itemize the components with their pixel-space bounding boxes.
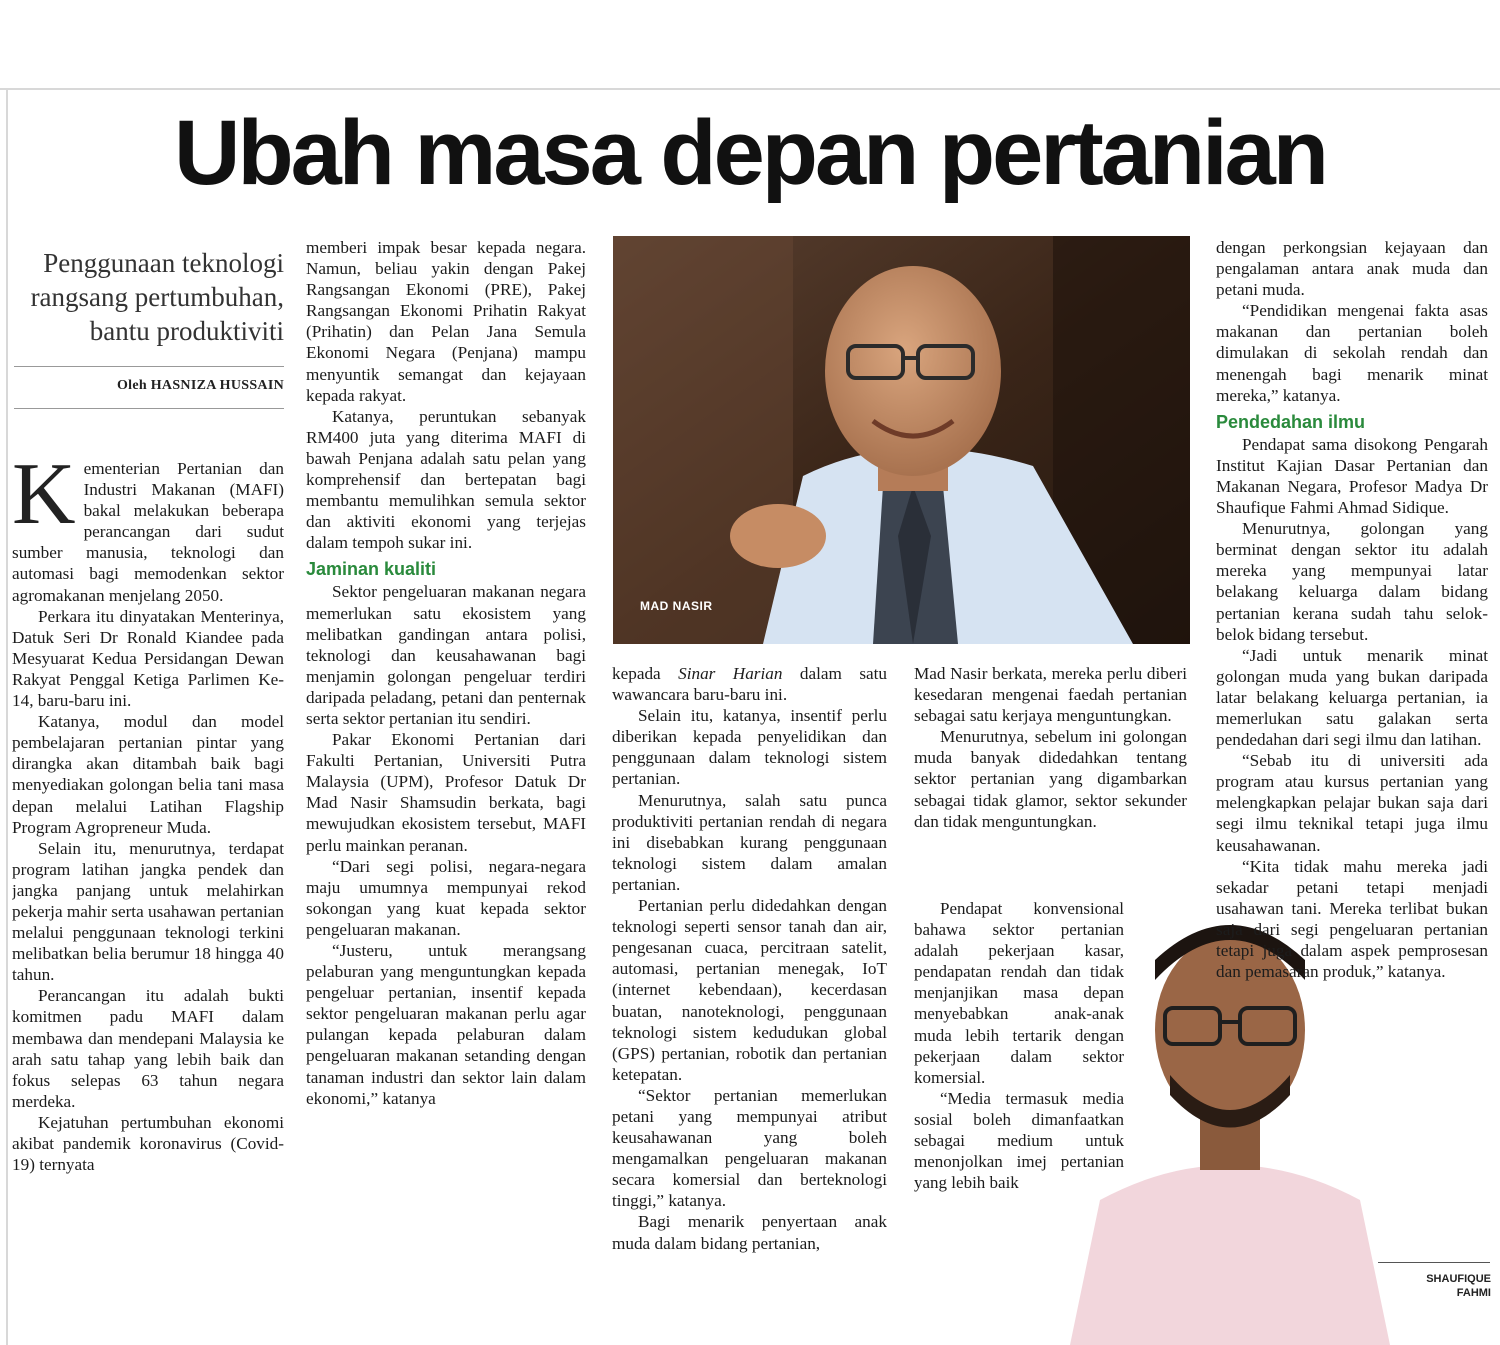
byline-name: HASNIZA HUSSAIN bbox=[150, 378, 284, 393]
deck-divider bbox=[14, 366, 284, 367]
paragraph: “Dari segi polisi, negara-negara maju umumnya mempunyai rekod sokongan yang kuat kepada sektor pengeluaran makanan. bbox=[306, 856, 586, 939]
deck: Penggunaan teknologi rangsang pertumbuhan, bantu produktiviti bbox=[30, 248, 284, 346]
paragraph: “Jadi untuk menarik minat golongan muda yang bukan daripada latar belakang keluarga pertanian, ia memerlukan satu galakan serta pendedahan dari segi ilmu dan latihan. bbox=[1216, 645, 1488, 750]
column-1 bbox=[12, 458, 284, 1324]
paragraph: Katanya, peruntukan sebanyak RM400 juta yang diterima MAFI di bawah Penjana adalah satu pelan yang komprehensif dan bertepatan bagi membantu memulihkan semula sektor dan aktiviti ekonomi yang terjejas dalam tempoh sukar ini. bbox=[306, 406, 586, 553]
paragraph: Sektor pengeluaran makanan negara memerlukan satu ekosistem yang melibatkan gandingan antara polisi, teknologi dan keusahawanan bagi menjamin golongan pengeluar terdiri daripada peladang, petani dan penternak serta sektor pertanian itu sendiri. bbox=[306, 582, 586, 728]
paragraph: “Justeru, untuk merangsang pelaburan yang menguntungkan kepada pengeluar pertanian, insentif kepada sektor pengeluaran makanan perlu agar pulangan kepada pelaburan dalam pengeluaran makanan setanding dengan tanaman industri dan sektor lain dalam ekonomi,” katanya bbox=[306, 941, 586, 1108]
lead-paragraph: Kementerian Pertanian dan Industri Makanan (MAFI) bakal melakukan beberapa perancangan dari sudut sumber manusia, teknologi dan automasi bagi memodenkan sektor agromakanan menjelang 2050. bbox=[12, 458, 284, 605]
paragraph: Selain itu, katanya, insentif perlu diberikan kepada penyelidikan dan penggunaan dalam teknologi sistem pertanian. bbox=[612, 706, 887, 789]
paragraph: “Sebab itu di universiti ada program atau kursus pertanian yang melengkapkan pelajar bukan saja dari segi ilmu teknikal tetapi juga ilmu keusahawanan. bbox=[1216, 751, 1488, 855]
paragraph: Kejatuhan pertumbuhan ekonomi akibat pandemik koronavirus (Covid-19) ternyata bbox=[12, 1112, 284, 1175]
paragraph: Bagi menarik penyertaan anak muda dalam bidang pertanian, bbox=[612, 1212, 887, 1253]
paragraph: Pendapat konvensional bahawa sektor pertanian adalah pekerjaan kasar, pendapatan rendah dan tidak menjanjikan masa depan menyebabkan anak-anak muda lebih tertarik dengan pekerjaan dalam sektor komersial. bbox=[914, 899, 1124, 1087]
byline-prefix: Oleh bbox=[116, 378, 147, 393]
paragraph: memberi impak besar kepada negara. Namun, beliau yakin dengan Pakej Rangsangan Ekonomi (PRE), Pakej Rangsangan Ekonomi Prihatin Rakyat (Prihatin) dan Pelan Jana Semula Ekonomi Negara (Penjana) mampu menyuntik semangat dan kejayaan kepada rakyat. bbox=[306, 238, 586, 405]
column-3 bbox=[612, 663, 887, 1327]
photo-caption-inset: SHAUFIQUE FAHMI bbox=[1426, 1273, 1491, 1299]
paragraph: Menurutnya, sebelum ini golongan muda banyak didedahkan tentang sektor pertanian yang digambarkan sebagai tidak glamor, sektor sekunder dan tidak menguntungkan. bbox=[914, 727, 1187, 831]
headline: Ubah masa depan pertanian bbox=[174, 102, 1326, 204]
subheading-pendedahan: Pendedahan ilmu bbox=[1216, 411, 1366, 432]
column-4 bbox=[914, 663, 1187, 901]
portrait-illustration bbox=[613, 236, 1190, 644]
left-border bbox=[6, 88, 8, 1345]
paragraph: dengan perkongsian kejayaan dan pengalaman antara anak muda dan petani muda. bbox=[1216, 238, 1488, 300]
byline bbox=[14, 378, 284, 394]
paragraph: “Kita tidak mahu mereka jadi sekadar petani tetapi menjadi usahawan tani. Mereka terlibat bukan saja dari segi pengeluaran pertanian tetapi juga dalam aspek pemprosesan dan pemasaran produk,” katanya. bbox=[1216, 856, 1488, 982]
paragraph: Katanya, modul dan model pembelajaran pertanian pintar yang dirangka akan ditambah baik bagi menyediakan golongan belia tani masa depan melalui Latihan Flagship Program Agropreneur Muda. bbox=[12, 712, 284, 837]
paragraph: Selain itu, menurutnya, terdapat program latihan jangka pendek dan jangka panjang untuk melahirkan pekerja mahir serta usahawan pertanian melalui penggunaan teknologi terkini melibatkan belia berumur 18 hingga 40 tahun. bbox=[12, 838, 284, 985]
paragraph: kepada Sinar Harian dalam satu wawancara baru-baru ini. bbox=[612, 664, 887, 705]
subheading-jaminan: Jaminan kualiti bbox=[306, 559, 437, 580]
inset-caption-divider bbox=[1378, 1262, 1490, 1263]
paragraph: Perkara itu dinyatakan Menterinya, Datuk Seri Dr Ronald Kiandee pada Mesyuarat Kedua Persidangan Dewan Rakyat Penggal Ketiga Parlimen Ke-14, baru-baru ini. bbox=[12, 606, 284, 711]
column-5 bbox=[1216, 237, 1488, 1237]
paragraph: Menurutnya, salah satu punca produktiviti pertanian rendah di negara ini disebabkan kurang penggunaan teknologi sistem dalam amalan pertanian. bbox=[612, 790, 887, 894]
column-2 bbox=[306, 237, 586, 1327]
photo-caption-main: MAD NASIR bbox=[640, 599, 713, 613]
paragraph: “Sektor pertanian memerlukan petani yang mempunyai atribut keusahawanan yang boleh mengamalkan pengeluaran makanan secara komersial dan berteknologi tinggi,” katanya. bbox=[612, 1085, 887, 1211]
top-border bbox=[0, 88, 1500, 90]
paragraph: Perancangan itu adalah bukti komitmen padu MAFI dalam membawa dan mendepani Malaysia ke arah satu tahap yang lebih baik dan fokus selepas 63 tahun negara merdeka. bbox=[12, 986, 284, 1111]
photo-mad-nasir bbox=[613, 236, 1190, 644]
paragraph: Pertanian perlu didedahkan dengan teknologi seperti sensor tanah dan air, pengesanan cuaca, percitraan satelit, automasi, pertanian menegak, IoT (internet kebendaan), kecerdasan buatan, nanoteknologi, penggunaan teknologi sistem kedudukan global (GPS) pertanian, robotik dan pertanian ketepatan. bbox=[612, 896, 887, 1084]
paragraph: Menurutnya, golongan yang berminat dengan sektor itu adalah mereka yang mempunyai latar belakang keluarga dalam bidang pertanian kerana sudah tahu selok-belok bidang tersebut. bbox=[1216, 519, 1488, 644]
paragraph: “Pendidikan mengenai fakta asas makanan dan pertanian boleh dimulakan di sekolah rendah dan menengah bagi menarik minat mereka,” katanya. bbox=[1216, 301, 1488, 405]
byline-divider bbox=[14, 408, 284, 409]
paragraph: Mad Nasir berkata, mereka perlu diberi kesedaran mengenai faedah pertanian sebagai satu kerjaya menguntungkan. bbox=[914, 664, 1187, 726]
drop-cap: K bbox=[12, 458, 76, 543]
paragraph: “Media termasuk media sosial boleh dimanfaatkan sebagai medium untuk menonjolkan imej pertanian yang lebih baik bbox=[914, 1088, 1124, 1193]
paragraph: Pakar Ekonomi Pertanian dari Fakulti Pertanian, Universiti Putra Malaysia (UPM), Profesor Datuk Dr Mad Nasir Shamsudin berkata, bagi mewujudkan ekosistem tersebut, MAFI perlu mainkan peranan. bbox=[306, 730, 586, 855]
paragraph: Pendapat sama disokong Pengarah Institut Kajian Dasar Pertanian dan Makanan Negara, Profesor Madya Dr Shaufique Fahmi Ahmad Sidique. bbox=[1216, 434, 1488, 518]
